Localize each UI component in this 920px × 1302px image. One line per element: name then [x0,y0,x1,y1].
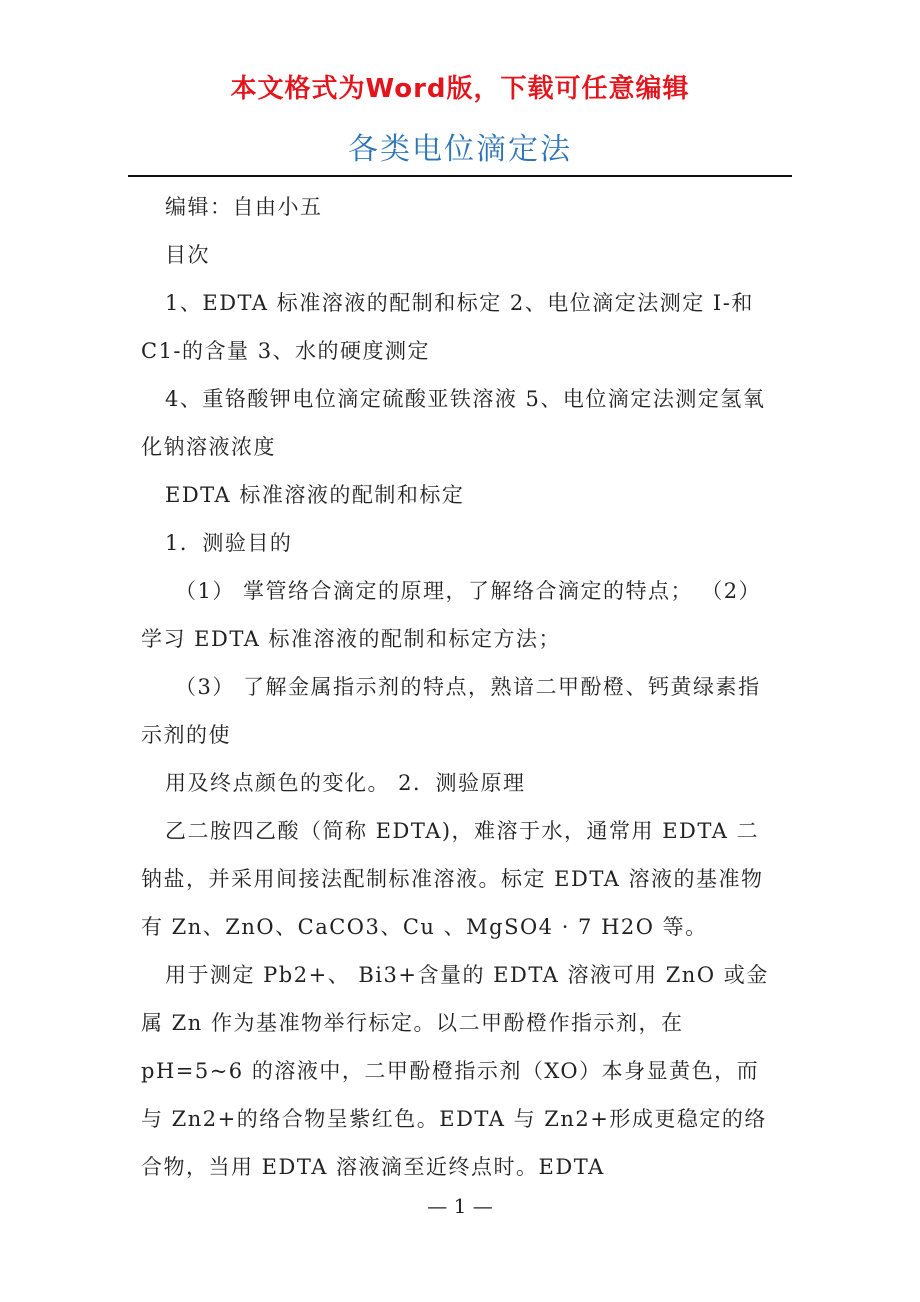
title-rule [128,175,792,177]
principle-paragraph-2: 用于测定 Pb2+、 Bi3+含量的 EDTA 溶液可用 ZnO 或金属 Zn 作为基准物举行标定。以二甲酚橙作指示剂，在 pH=5~6 的溶液中，二甲酚橙指示剂（XO）本身显黄色，而与 Zn2+的络合物呈紫红色。EDTA 与 Zn2+形成更稳定的络合物，当用 EDTA 溶液滴至近终点时。EDTA [141,963,769,1179]
document-body [141,183,781,1191]
section-heading: EDTA 标准溶液的配制和标定 [165,483,465,507]
subsection-purpose: 1．测验目的 [165,531,293,555]
page-title: 各类电位滴定法 [348,132,572,167]
purpose-item-3-cont: 用及终点颜色的变化。 2．测验原理 [165,771,526,795]
principle-paragraph-1: 乙二胺四乙酸（简称 EDTA)，难溶于水，通常用 EDTA 二钠盐，并采用间接法配制标准溶液。标定 EDTA 溶液的基准物有 Zn、ZnO、CaCO3、Cu 、MgSO4 · 7 H2O 等。 [141,819,764,939]
purpose-item-1-2: （1） 掌管络合滴定的原理，了解络合滴定的特点； （2）学习 EDTA 标准溶液的配制和标定方法； [141,579,762,651]
purpose-item-3: （3） 了解金属指示剂的特点，熟谙二甲酚橙、钙黄绿素指示剂的使 [141,675,761,747]
toc-item-group-2: 4、重铬酸钾电位滴定硫酸亚铁溶液 5、电位滴定法测定氢氧化钠溶液浓度 [141,387,766,459]
toc-item-group-1: 1、EDTA 标准溶液的配制和标定 2、电位滴定法测定 I-和 C1-的含量 3、水的硬度测定 [141,291,754,363]
toc-heading: 目次 [165,243,210,267]
header-banner: 本文格式为Word版，下载可任意编辑 [230,74,690,104]
editor-line: 编辑：自由小五 [165,195,323,219]
page-number: — 1 — [427,1194,493,1218]
